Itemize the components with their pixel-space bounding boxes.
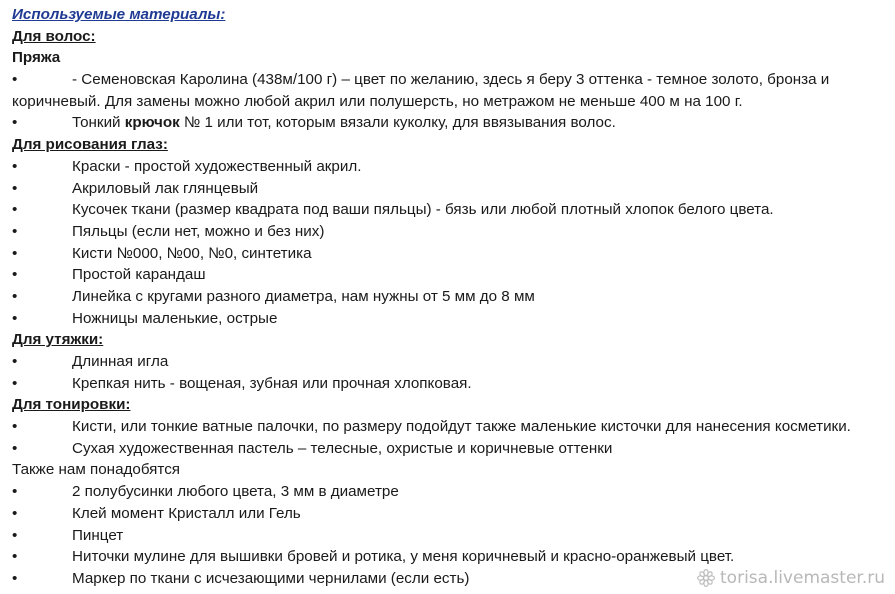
bullet: • xyxy=(12,287,18,305)
bullet: • xyxy=(12,483,18,501)
also-needed-intro: Также нам понадобятся xyxy=(12,461,181,479)
list-item xyxy=(12,373,892,395)
bullet: • xyxy=(12,418,18,436)
bullet: • xyxy=(12,201,18,219)
bullet: • xyxy=(12,309,18,327)
list-item xyxy=(12,416,892,438)
list-item-text: - Семеновская Каролина (438м/100 г) – цвет по желанию, здесь я беру 3 оттенка - темное золото, бронза и xyxy=(72,71,830,89)
bullet: • xyxy=(12,548,18,566)
list-item-text: Пинцет xyxy=(72,526,124,544)
list-item xyxy=(12,243,892,265)
bold-text-run: крючок xyxy=(124,114,180,132)
list-item xyxy=(12,69,892,91)
list-item xyxy=(12,178,892,200)
bullet: • xyxy=(12,222,18,240)
materials-document xyxy=(12,4,892,590)
list-item-text: Кисти №000, №00, №0, синтетика xyxy=(72,244,312,262)
list-item-text: Сухая художественная пастель – телесные, охристые и коричневые оттенки xyxy=(72,439,613,457)
list-item-continuation: коричневый. Для замены можно любой акрил или полушерсть, но метражом не меньше 400 м на 100 г. xyxy=(12,92,743,110)
yarn-subheading: Пряжа xyxy=(12,49,61,67)
list-item-text: Пяльцы (если нет, можно и без них) xyxy=(72,222,325,240)
bullet: • xyxy=(12,569,18,587)
list-item-text: Акриловый лак глянцевый xyxy=(72,179,259,197)
list-item xyxy=(12,156,892,178)
bullet: • xyxy=(12,266,18,284)
list-item xyxy=(12,351,892,373)
document-title: Используемые материалы: xyxy=(12,6,226,23)
list-item-text xyxy=(72,112,616,134)
text-run: Тонкий xyxy=(72,114,125,132)
list-item-text: Клей момент Кристалл или Гель xyxy=(72,504,301,522)
tightening-heading: Для утяжки: xyxy=(12,331,104,349)
eyes-heading: Для рисования глаз: xyxy=(12,136,168,154)
list-item-text: Длинная игла xyxy=(72,353,169,370)
list-item xyxy=(12,546,892,568)
bullet: • xyxy=(12,114,18,132)
watermark xyxy=(696,568,885,588)
list-item-text: Кусочек ткани (размер квадрата под ваши пяльцы) - бязь или любой плотный хлопок белого цвета. xyxy=(72,201,774,219)
bullet: • xyxy=(12,244,18,262)
list-item xyxy=(12,221,892,243)
list-item-text: Кисти, или тонкие ватные палочки, по размеру подойдут также маленькие кисточки для нанесения косметики. xyxy=(72,418,851,436)
list-item-text: Ножницы маленькие, острые xyxy=(72,309,278,327)
list-item-text: Линейка с кругами разного диаметра, нам нужны от 5 мм до 8 мм xyxy=(72,287,535,305)
list-item xyxy=(12,286,892,308)
list-item xyxy=(12,264,892,286)
list-item xyxy=(12,481,892,503)
list-item-text: Простой карандаш xyxy=(72,266,206,284)
list-item xyxy=(12,503,892,525)
hair-heading: Для волос: xyxy=(12,27,96,45)
list-item-text: Краски - простой художественный акрил. xyxy=(72,157,362,175)
bullet: • xyxy=(12,157,18,175)
list-item-text: Маркер по ткани с исчезающими чернилами (если есть) xyxy=(72,569,470,587)
text-run: № 1 или тот, которым вязали куколку, для ввязывания волос. xyxy=(179,114,616,132)
bullet: • xyxy=(12,353,18,370)
bullet: • xyxy=(12,374,18,392)
list-item xyxy=(12,525,892,547)
list-item xyxy=(12,438,892,460)
bullet: • xyxy=(12,179,18,197)
list-item xyxy=(12,199,892,221)
toning-heading: Для тонировки: xyxy=(12,396,131,414)
bullet: • xyxy=(12,71,18,89)
list-item-text: Ниточки мулине для вышивки бровей и ротика, у меня коричневый и красно-оранжевый цвет. xyxy=(72,548,735,566)
list-item-text: Крепкая нить - вощеная, зубная или прочная хлопковая. xyxy=(72,374,472,392)
flower-logo-icon xyxy=(696,568,716,588)
bullet: • xyxy=(12,504,18,522)
list-item xyxy=(12,112,892,134)
bullet: • xyxy=(12,439,18,457)
list-item-text: 2 полубусинки любого цвета, 3 мм в диаметре xyxy=(72,483,399,501)
bullet: • xyxy=(12,526,18,544)
list-item xyxy=(12,308,892,330)
watermark-text: torisa.livemaster.ru xyxy=(720,568,885,588)
